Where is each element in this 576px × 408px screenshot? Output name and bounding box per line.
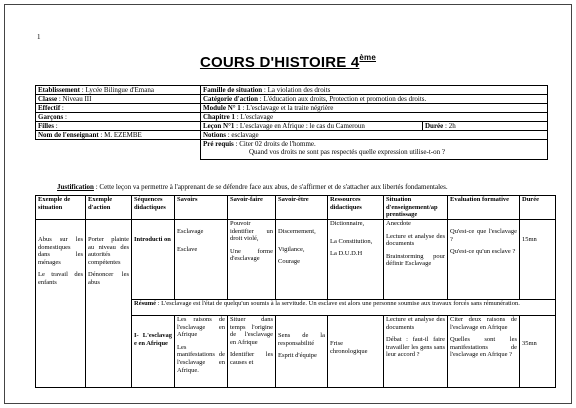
sequence-cell: Introducti on [132,220,175,300]
table-header-row [36,196,556,220]
evaluation-cell: Citer deux raisons de l'esclavage en Afrique Quelles sont les manifestations de l'esclavage en Afrique ? [448,316,520,388]
savoir-etre-cell: Discernement, Vigilance, Courage [276,220,328,300]
effectif-cell: Effectif : [36,104,201,113]
page-title [5,53,571,71]
situation-cell: Abus sur les domestiques dans les ménages Le travail des enfants [36,220,86,388]
enseignant-cell: Nom de l'enseignant : M. EZEMBE [36,131,201,140]
header-cell: Ressources didactiques [328,196,384,220]
savoir-faire-cell: Situer dans temps l'origine de l'esclavage en Afrique Identifier les causes et [228,316,276,388]
action-cell: Porter plainte au niveau des autorités compétentes Dénoncer les abus [86,220,132,388]
header-cell: Exemple de situation [36,196,86,220]
sequence-cell: I- L'esclavag e en Afrique [132,316,175,388]
header-cell: Savoir-faire [228,196,276,220]
duree-cell: Durée : 2h [423,122,548,131]
classe-cell: Classe : Niveau III [36,95,201,104]
garcons-cell: Garçons : [36,113,201,122]
ressources-cell: Frise chronologique [328,316,384,388]
filles-cell: Filles : [36,122,201,131]
title-text: COURS D'HISTOIRE 4 [199,54,360,71]
header-cell: Evaluation formative [448,196,520,220]
etablissement-cell: Etablissement : Lycée Bilingue d'Emana [36,86,201,95]
savoir-faire-cell: Pouvoir identifier un droit violé, Une forme d'esclavage [228,220,276,300]
header-cell: Séquences didactiques [132,196,175,220]
document-page [4,4,572,404]
categorie-cell: Catégorie d'action : L'éducation aux droits, Protection et promotion des droits. [201,95,548,104]
table-row [36,220,556,300]
duree-cell: 35mn [520,316,556,388]
header-cell: Savoirs [175,196,228,220]
page-number: 1 [37,33,41,41]
savoir-etre-cell: Sens de la responsabilité Esprit d'équipe [276,316,328,388]
duree-cell: 15mn [520,220,556,300]
header-cell: Savoir-être [276,196,328,220]
justification-label: Justification [57,183,94,191]
enseignement-cell: Lecture et analyse des documents Débat : faut-il faire travailler les gens sans leur accord ? [384,316,448,388]
title-superscript: ème [359,53,377,62]
enseignement-cell: Anecdote Lecture et analyse des documents Brainstorming pour définir Esclavage [384,220,448,300]
savoirs-cell: Esclavage Esclave [175,220,228,300]
justification [57,183,448,191]
blank-cell [36,140,201,160]
lesson-plan-table [35,195,556,388]
justification-text: : Cette leçon va permettre à l'apprenant de se défendre face aux abus, de s'affirmer et de s'attacher aux libertés fondamentales. [93,183,448,191]
header-cell: Situation d'enseignement/ap prentissage [384,196,448,220]
lesson-info-table [35,85,548,160]
prerequis-cell: Pré requis : Citer 02 droits de l'homme. Quand vos droits ne sont pas respectés quelle expression utilise-t-on ? [201,140,548,160]
evaluation-cell: Qu'est-ce que l'esclavage ? Qu'est-ce qu'un esclave ? [448,220,520,300]
lecon-cell: Leçon N°1 : L'esclavage en Afrique : le cas du Cameroun [201,122,423,131]
header-cell: Exemple d'action [86,196,132,220]
header-cell: Durée [520,196,556,220]
resume-cell: Résumé : L'esclavage est l'état de quelqu'un soumis à la servitude. Un esclave est alors une personne soumise aux travaux forcés sans rémunération. [132,300,556,316]
famille-cell: Famille de situation : La violation des droits [201,86,548,95]
chapitre-cell: Chapitre 1 : L'esclavage [201,113,548,122]
module-cell: Module N° 1 : L'esclavage et la traite négrière [201,104,548,113]
ressources-cell: Dictionnaire, La Constitution, La D.U.D.H [328,220,384,300]
savoirs-cell: Les raisons de l'esclavage en Afrique Les manifestations de l'esclavage en Afrique. [175,316,228,388]
notions-cell: Notions : esclavage [201,131,548,140]
